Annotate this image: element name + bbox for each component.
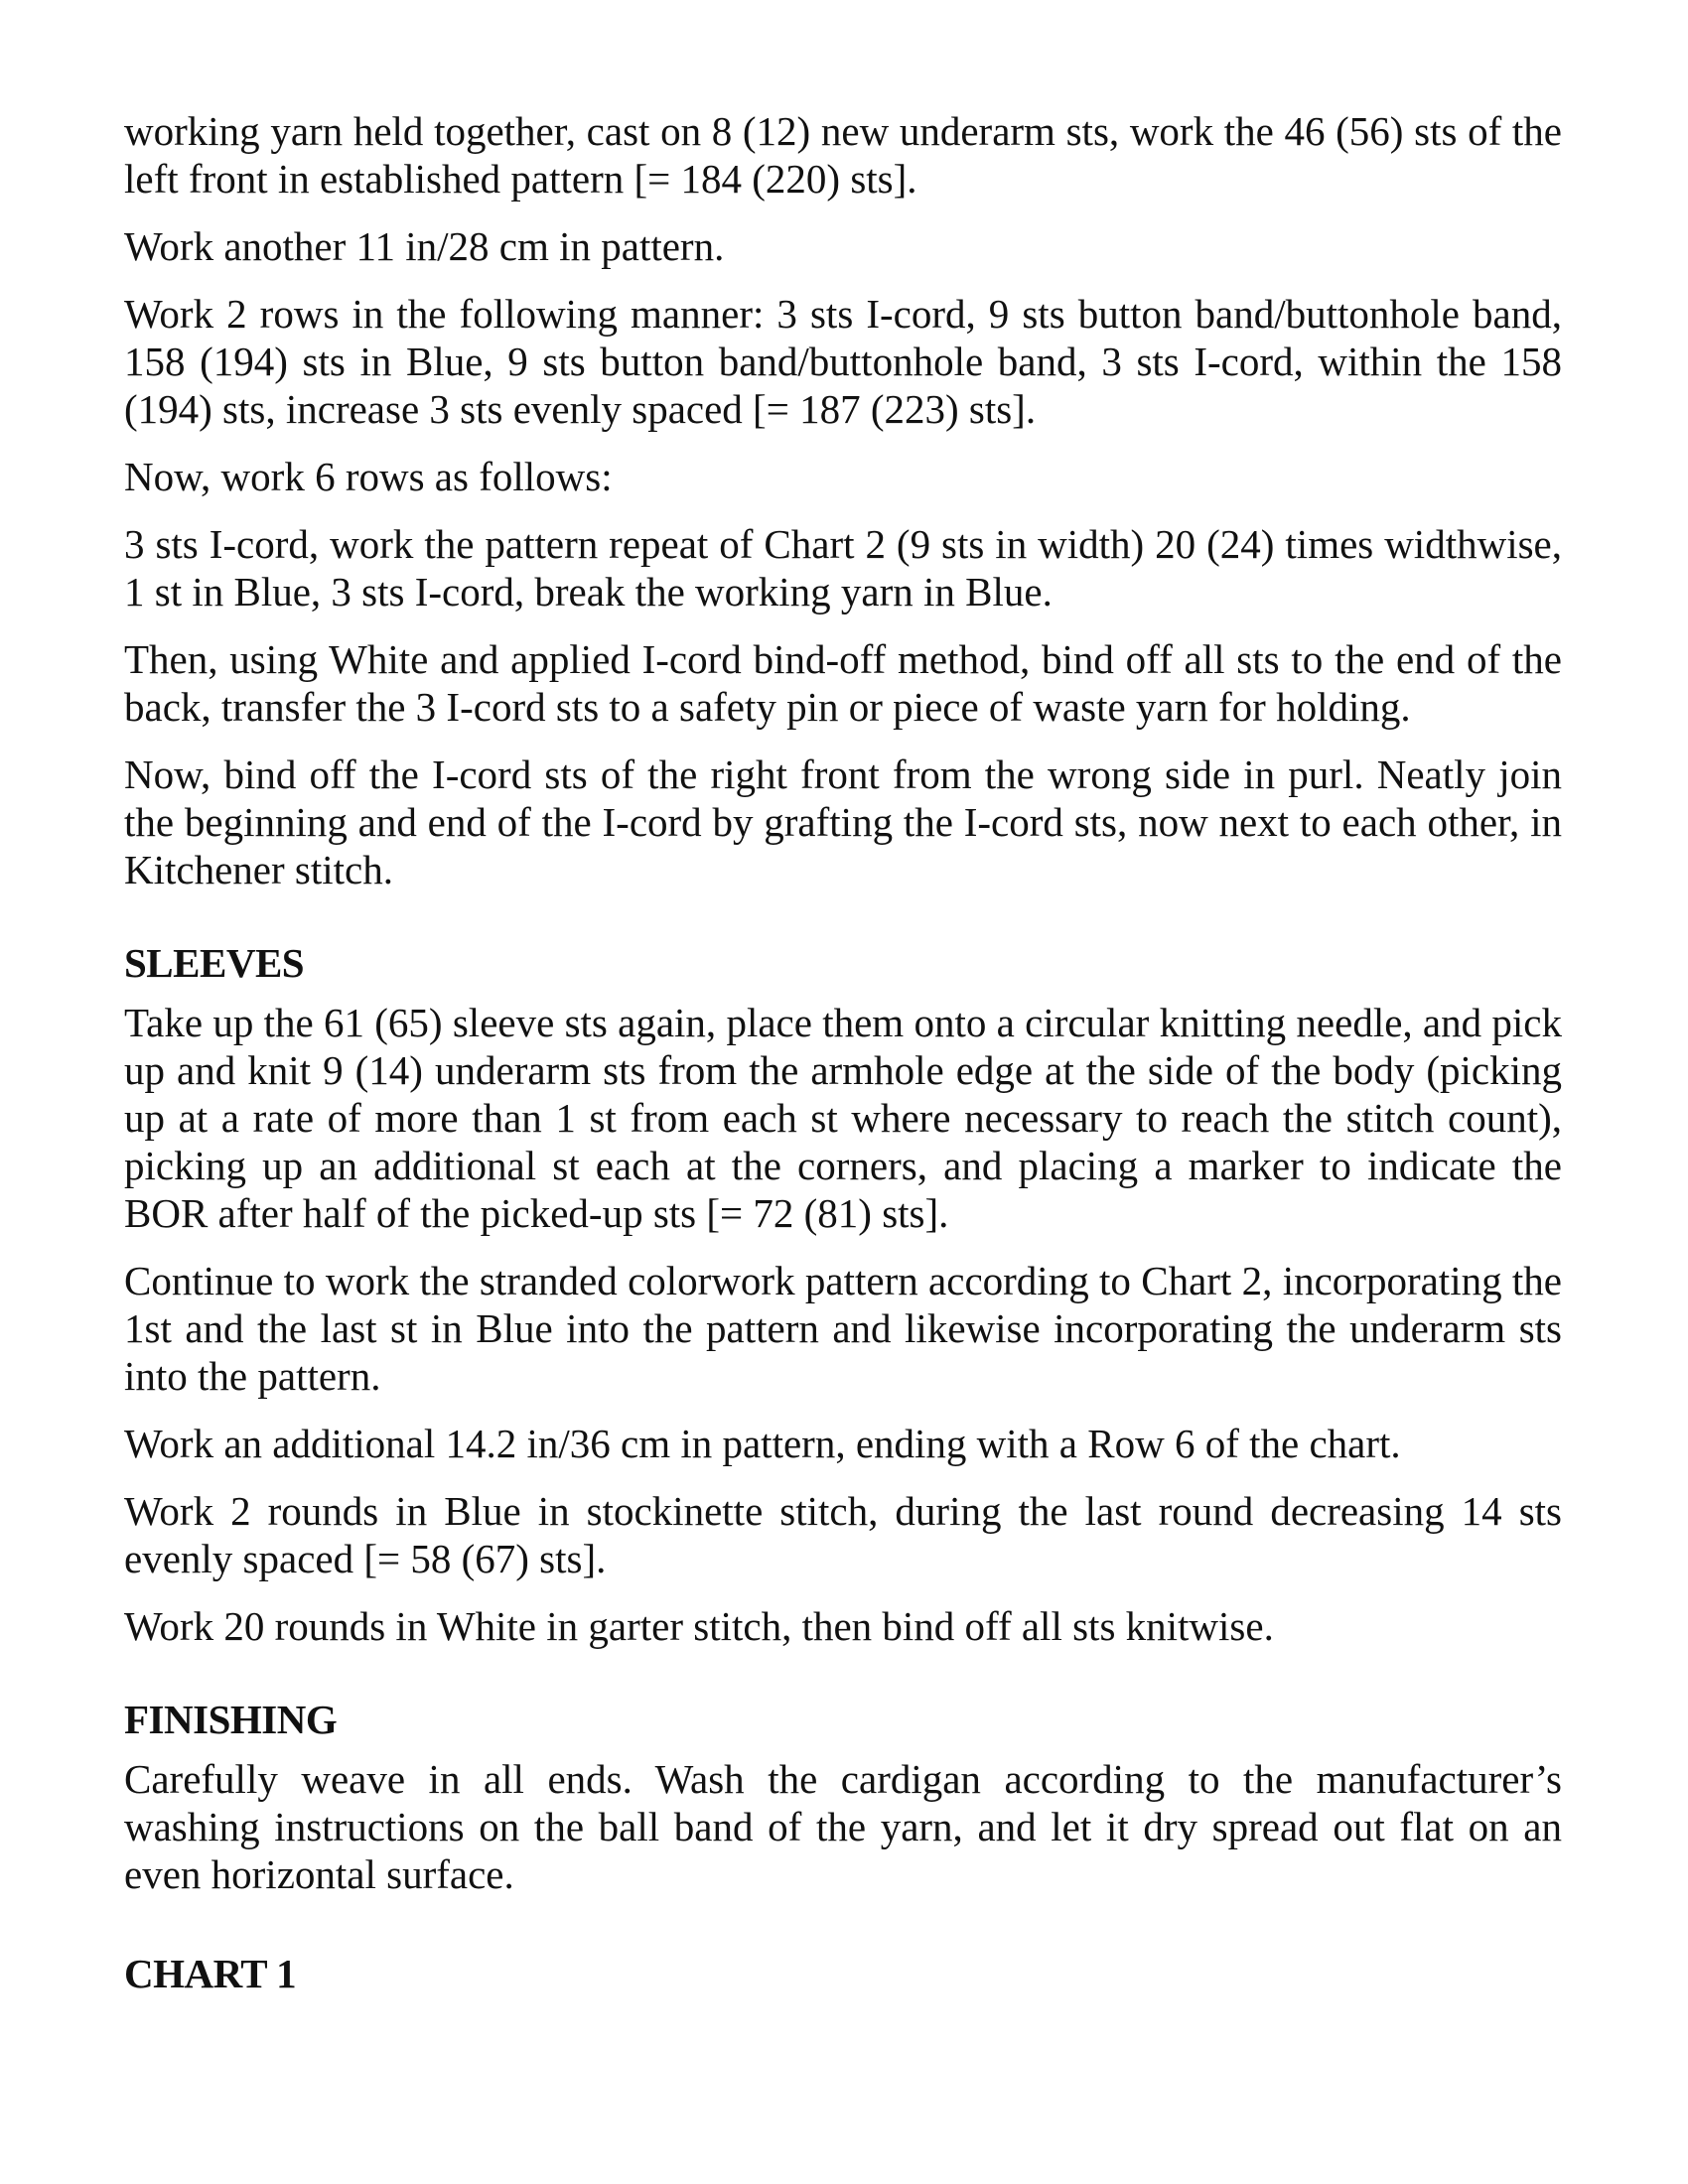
- paragraph: Work another 11 in/28 cm in pattern.: [124, 223, 725, 269]
- paragraph: Work 20 rounds in White in garter stitch, then bind off all sts knitwise.: [124, 1603, 1274, 1649]
- paragraph: Then, using White and applied I-cord bind-off method, bind off all sts to the end of the back, transfer the 3 I-cord sts to a safety pin or piece of waste yarn for holding.: [124, 636, 1562, 730]
- paragraph: Now, work 6 rows as follows:: [124, 454, 613, 499]
- paragraph: Work 2 rounds in Blue in stockinette stitch, during the last round decreasing 14 sts evenly spaced [= 58 (67) sts].: [124, 1488, 1562, 1581]
- finishing-section: [124, 1696, 1562, 1898]
- paragraph: Work an additional 14.2 in/36 cm in pattern, ending with a Row 6 of the chart.: [124, 1421, 1401, 1466]
- paragraph: Now, bind off the I-cord sts of the right front from the wrong side in purl. Neatly join the beginning and end of the I-cord by grafting the I-cord sts, now next to each other, in Kitchener stitch.: [124, 751, 1562, 892]
- paragraph: Carefully weave in all ends. Wash the cardigan according to the manufacturer’s washing instructions on the ball band of the yarn, and let it dry spread out flat on an even horizontal surface.: [124, 1756, 1562, 1897]
- finishing-heading: FINISHING: [124, 1697, 338, 1742]
- paragraph: 3 sts I-cord, work the pattern repeat of Chart 2 (9 sts in width) 20 (24) times widthwise, 1 st in Blue, 3 sts I-cord, break the working yarn in Blue.: [124, 521, 1562, 614]
- sleeves-section: [124, 939, 1562, 1650]
- sleeves-heading: SLEEVES: [124, 940, 305, 986]
- chart1-section: [124, 1950, 1562, 1997]
- paragraph: working yarn held together, cast on 8 (12) new underarm sts, work the 46 (56) sts of the left front in established pattern [= 184 (220) sts].: [124, 108, 1562, 202]
- document-page: [124, 107, 1562, 2009]
- paragraph: Take up the 61 (65) sleeve sts again, place them onto a circular knitting needle, and pick up and knit 9 (14) underarm sts from the armhole edge at the side of the body (picking up at a rate of more than 1 st from each st where necessary to reach the stitch count), picking up an additional st each at the corners, and placing a marker to indicate the BOR after half of the picked-up sts [= 72 (81) sts].: [124, 1000, 1562, 1236]
- intro-section: [124, 107, 1562, 893]
- chart1-heading: CHART 1: [124, 1951, 297, 1996]
- paragraph: Continue to work the stranded colorwork pattern according to Chart 2, incorporating the 1st and the last st in Blue into the pattern and likewise incorporating the underarm sts into the pattern.: [124, 1258, 1562, 1399]
- paragraph: Work 2 rows in the following manner: 3 sts I-cord, 9 sts button band/buttonhole band, 158 (194) sts in Blue, 9 sts button band/buttonhole band, 3 sts I-cord, within the 158 (194) sts, increase 3 sts evenly spaced [= 187 (223) sts].: [124, 291, 1562, 432]
